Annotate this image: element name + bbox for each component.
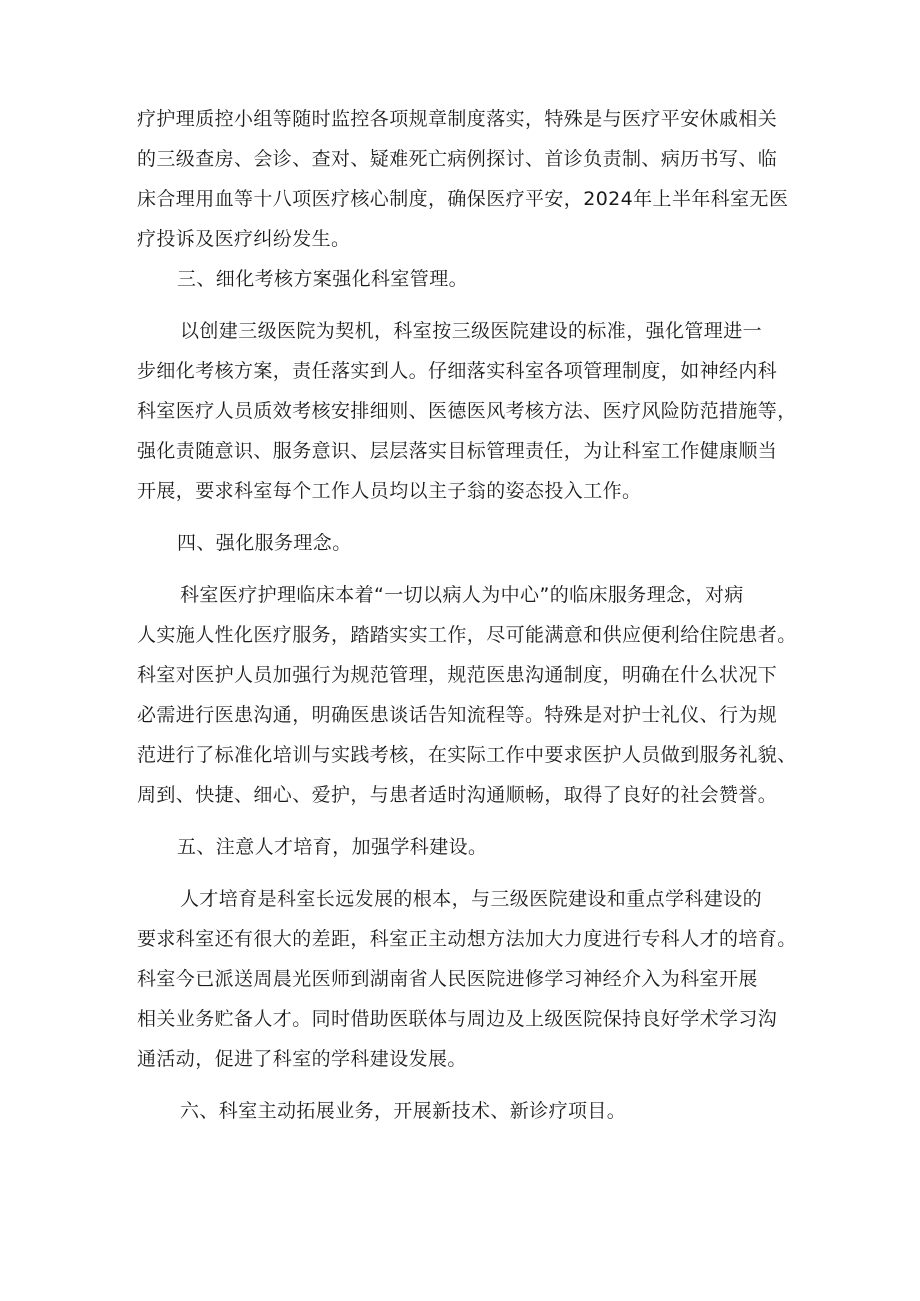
section-heading: 六、科室主动拓展业务，开展新技术、新诊疗项目。 — [180, 1100, 627, 1122]
paragraph-line: 疗投诉及医疗纠纷发生。 — [137, 228, 351, 250]
paragraph-line: 强化责随意识、服务意识、层层落实目标管理责任，为让科室工作健康顺当 — [137, 440, 778, 462]
section-heading: 四、强化服务理念。 — [177, 532, 352, 554]
section-heading: 三、细化考核方案强化科室管理。 — [177, 268, 469, 290]
paragraph-line: 以创建三级医院为契机，科室按三级医院建设的标准，强化管理进一 — [180, 320, 763, 342]
section-heading: 五、注意人才培育，加强学科建设。 — [177, 836, 488, 858]
paragraph-line: 要求科室还有很大的差距，科室正主动想方法加大力度进行专科人才的培育。 — [137, 928, 797, 950]
paragraph-line: 科室今已派送周晨光医师到湖南省人民医院进修学习神经介入为科室开展 — [137, 968, 758, 990]
paragraph-line: 步细化考核方案，责任落实到人。仔细落实科室各项管理制度，如神经内科 — [137, 360, 778, 382]
paragraph-line: 范进行了标准化培训与实践考核，在实际工作中要求医护人员做到服务礼貌、 — [137, 744, 797, 766]
paragraph-line: 科室医疗人员质效考核安排细则、医德医风考核方法、医疗风险防范措施等， — [137, 400, 797, 422]
paragraph-line: 科室医疗护理临床本着“一切以病人为中心”的临床服务理念，对病 — [180, 584, 744, 606]
paragraph-line: 人才培育是科室长远发展的根本，与三级医院建设和重点学科建设的 — [180, 888, 763, 910]
paragraph-line: 疗护理质控小组等随时监控各项规章制度落实，特殊是与医疗平安休戚相关 — [137, 108, 778, 130]
paragraph-line: 相关业务贮备人才。同时借助医联体与周边及上级医院保持良好学术学习沟 — [137, 1008, 778, 1030]
paragraph-line: 通活动，促进了科室的学科建设发展。 — [137, 1048, 467, 1070]
paragraph-line: 周到、快捷、细心、爱护，与患者适时沟通顺畅，取得了良好的社会赞誉。 — [137, 784, 778, 806]
paragraph-line: 开展，要求科室每个工作人员均以主子翁的姿态投入工作。 — [137, 480, 642, 502]
paragraph-line: 床合理用血等十八项医疗核心制度，确保医疗平安，2024年上半年科室无医 — [137, 188, 789, 210]
paragraph-line: 的三级查房、会诊、查对、疑难死亡病例探讨、首诊负责制、病历书写、临 — [137, 148, 778, 170]
paragraph-line: 科室对医护人员加强行为规范管理，规范医患沟通制度，明确在什么状况下 — [137, 664, 778, 686]
paragraph-line: 人实施人性化医疗服务，踏踏实实工作，尽可能满意和供应便利给住院患者。 — [137, 624, 797, 646]
paragraph-line: 必需进行医患沟通，明确医患谈话告知流程等。特殊是对护士礼仪、行为规 — [137, 704, 778, 726]
